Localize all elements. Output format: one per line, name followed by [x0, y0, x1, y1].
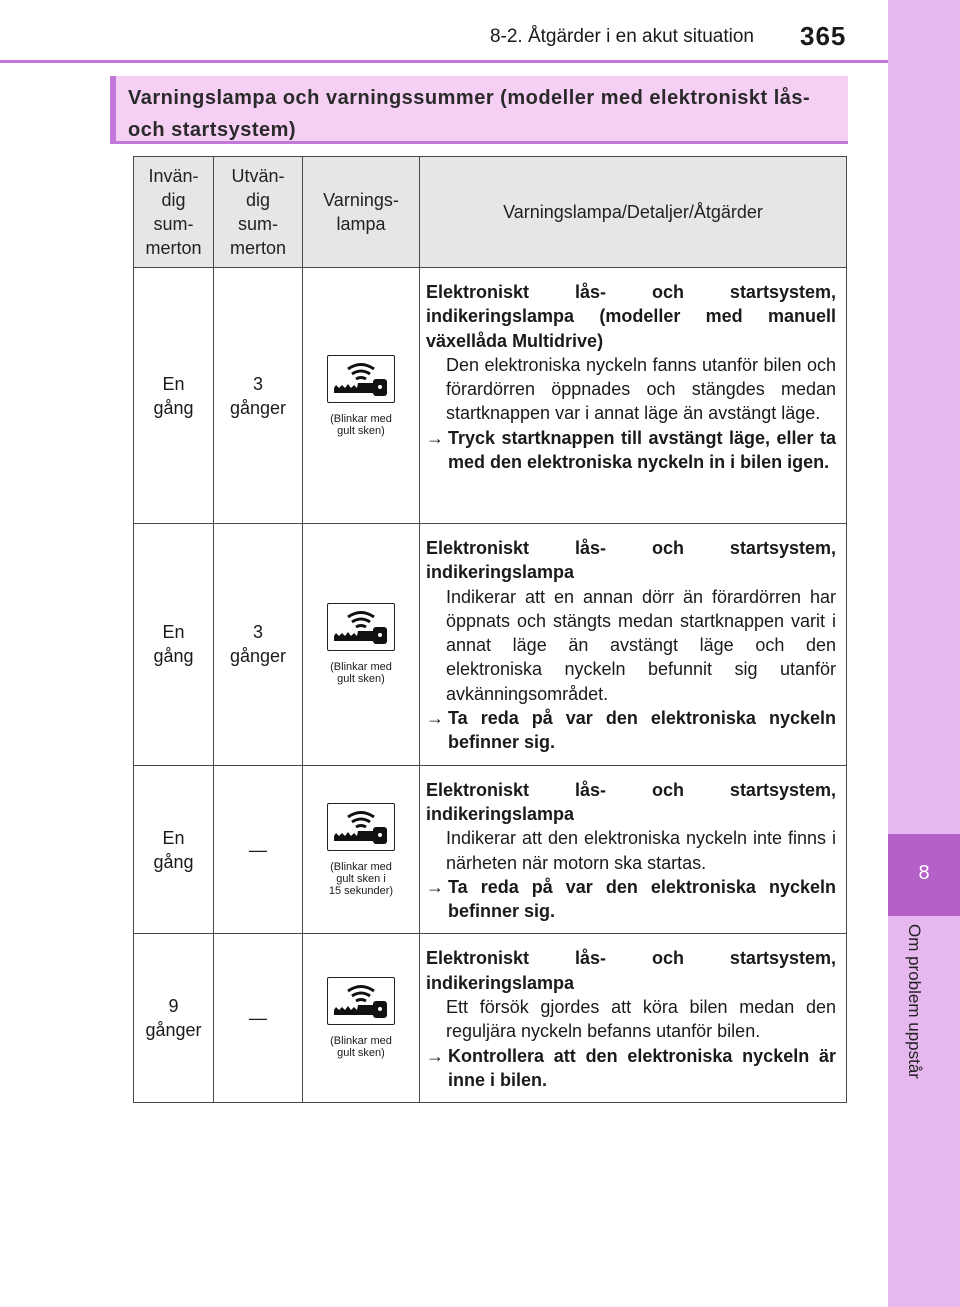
lamp-caption: (Blinkar med gult sken): [330, 661, 392, 686]
detail-text: Den elektroniska nyckeln fanns utanför bilen och förardörren öppnades och stängdes medan startknappen var i annat läge än avstängt läge.: [446, 354, 836, 424]
arrow-icon: →: [426, 427, 444, 448]
detail-action: → Ta reda på var den elektroniska nyckeln befinner sig.: [426, 875, 836, 924]
outside-buzzer-cell: 3 gånger: [214, 268, 303, 524]
no-buzzer-dash: —: [249, 839, 267, 860]
header-outside-buzzer: Utvän- dig sum- merton: [214, 157, 303, 268]
arrow-icon: →: [426, 1045, 444, 1066]
table-row: [134, 524, 847, 766]
header-warning-lamp: Varnings- lampa: [303, 157, 420, 268]
inside-buzzer-cell: En gång: [134, 765, 214, 934]
detail-action: → Kontrollera att den elektroniska nyckeln är inne i bilen.: [426, 1044, 836, 1093]
details-cell: [420, 524, 847, 766]
header-details: Varningslampa/Detaljer/Åtgärder: [420, 157, 847, 268]
lamp-caption: (Blinkar med gult sken): [330, 412, 392, 437]
lamp-cell: [303, 524, 420, 766]
inside-buzzer-cell: En gång: [134, 524, 214, 766]
table-header-row: [134, 157, 847, 268]
detail-text: Ett försök gjordes att köra bilen medan den reguljära nyckeln befanns utanför bilen.: [446, 997, 836, 1042]
section-title: 8-2. Åtgärder i en akut situation: [489, 26, 754, 47]
lamp-caption: (Blinkar med gult sken i 15 sekunder): [328, 860, 394, 897]
electronic-key-warning-icon: [327, 977, 395, 1025]
lamp-caption: (Blinkar med gult sken): [330, 1035, 392, 1060]
lamp-cell: [303, 268, 420, 524]
table-row: [134, 765, 847, 934]
chapter-label: Om problem uppstår: [905, 924, 924, 1079]
lamp-cell: [303, 765, 420, 934]
no-buzzer-dash: —: [249, 1008, 267, 1029]
details-cell: [420, 268, 847, 524]
table-row: [134, 934, 847, 1103]
details-cell: [420, 765, 847, 934]
warning-table: [133, 156, 847, 1103]
electronic-key-warning-icon: [327, 603, 395, 651]
lamp-cell: [303, 934, 420, 1103]
detail-title: Elektroniskt lås- och startsystem, indikeringslampa (modeller med manuell växellåda Multidrive): [426, 282, 836, 351]
electronic-key-warning-icon: [327, 803, 395, 851]
chapter-number: 8: [918, 862, 930, 884]
detail-text: Indikerar att en annan dörr än förardörren har öppnats och stängts medan startknappen varit i annat läge än avstängt läge och den elektroniska nyckeln befunnit sig utanför avkänningsområdet.: [446, 586, 836, 704]
header-divider: [0, 60, 888, 63]
arrow-icon: →: [426, 708, 444, 729]
details-cell: [420, 934, 847, 1103]
arrow-icon: →: [426, 876, 444, 897]
header-inside-buzzer: Invän- dig sum- merton: [134, 157, 214, 268]
detail-action: → Tryck startknappen till avstängt läge, eller ta med den elektroniska nyckeln in i bilen igen.: [426, 426, 836, 475]
outside-buzzer-cell: [214, 765, 303, 934]
detail-title: Elektroniskt lås- och startsystem, indikeringslampa: [426, 779, 836, 824]
inside-buzzer-cell: 9 gånger: [134, 934, 214, 1103]
detail-title: Elektroniskt lås- och startsystem, indikeringslampa: [426, 538, 836, 583]
section-heading: Varningslampa och varningssummer (modeller med elektroniskt lås- och startsystem): [128, 87, 811, 141]
detail-action: → Ta reda på var den elektroniska nyckeln befinner sig.: [426, 706, 836, 755]
page-number: 365: [800, 21, 847, 51]
inside-buzzer-cell: En gång: [134, 268, 214, 524]
electronic-key-warning-icon: [327, 355, 395, 403]
table-row: [134, 268, 847, 524]
outside-buzzer-cell: 3 gånger: [214, 524, 303, 766]
detail-title: Elektroniskt lås- och startsystem, indikeringslampa: [426, 948, 836, 993]
outside-buzzer-cell: [214, 934, 303, 1103]
detail-text: Indikerar att den elektroniska nyckeln inte finns i närheten när motorn ska startas.: [446, 828, 836, 873]
